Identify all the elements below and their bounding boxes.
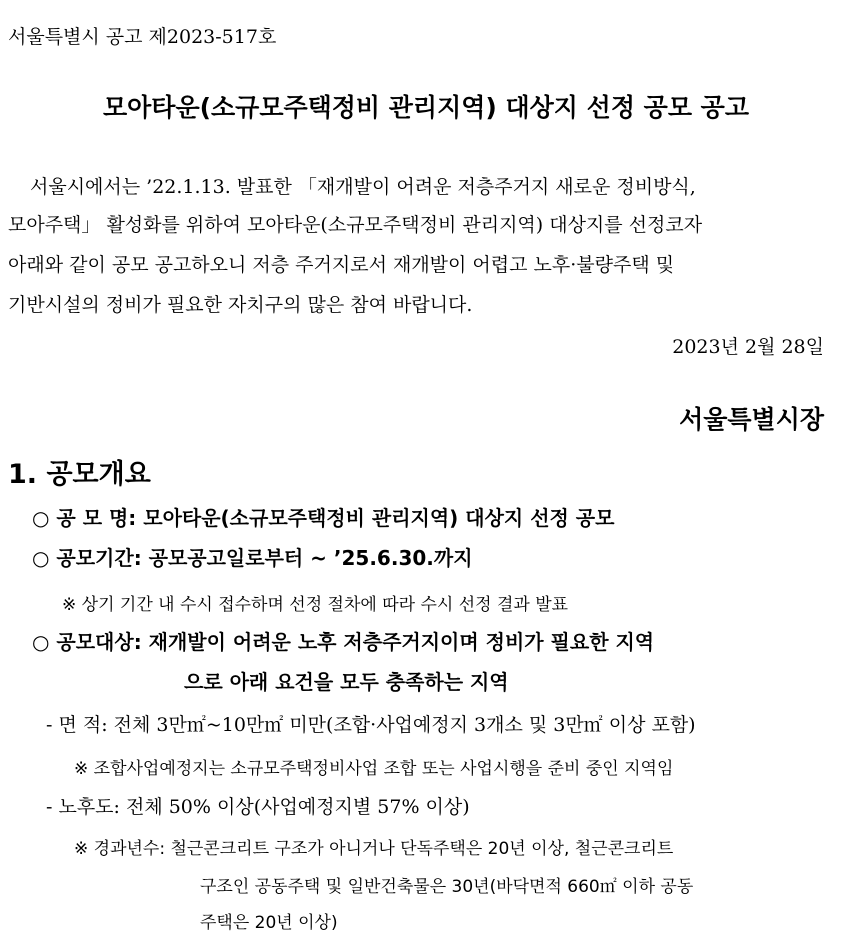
signer: 서울특별시장 [679,405,824,434]
body-line-1: 서울시에서는 ’22.1.13. 발표한 「재개발이 어려운 저층주거지 새로운 정비방식, [30,176,696,198]
notice-number: 서울특별시 공고 제2023-517호 [8,26,277,48]
aging-note-3: 주택은 20년 이상) [200,913,338,933]
body-line-3: 아래와 같이 공모 공고하오니 저층 주거지로서 재개발이 어렵고 노후·불량주택 및 [8,254,675,276]
aging-note-2: 구조인 공동주택 및 일반건축물은 30년(바닥면적 660㎡ 이하 공동 [200,877,694,897]
section-heading: 1. 공모개요 [8,459,151,490]
body-line-4: 기반시설의 정비가 필요한 자치구의 많은 참여 바랍니다. [8,294,473,316]
area-note: ※ 조합사업예정지는 소규모주택정비사업 조합 또는 사업시행을 준비 중인 지역임 [74,759,674,779]
body-line-2: 모아주택」 활성화를 위하여 모아타운(소규모주택정비 관리지역) 대상지를 선정코자 [8,214,703,236]
contest-name: ○ 공 모 명: 모아타운(소규모주택정비 관리지역) 대상지 선정 공모 [32,506,615,530]
contest-target: ○ 공모대상: 재개발이 어려운 노후 저층주거지이며 정비가 필요한 지역 [32,630,655,654]
period-note: ※ 상기 기간 내 수시 접수하며 선정 절차에 따라 수시 선정 결과 발표 [62,595,569,615]
announcement-date: 2023년 2월 28일 [672,336,824,358]
contest-period: ○ 공모기간: 공모공고일로부터 ~ ’25.6.30.까지 [32,546,473,570]
contest-target-cont: 으로 아래 요건을 모두 충족하는 지역 [184,670,509,694]
page-title: 모아타운(소규모주택정비 관리지역) 대상지 선정 공모 공고 [103,93,749,122]
aging-requirement: - 노후도: 전체 50% 이상(사업예정지별 57% 이상) [46,796,470,818]
aging-note-1: ※ 경과년수: 철근콘크리트 구조가 아니거나 단독주택은 20년 이상, 철근콘크리트 [74,839,674,859]
area-requirement: - 면 적: 전체 3만㎡~10만㎡ 미만(조합·사업예정지 3개소 및 3만㎡ 이상 포함) [46,714,696,736]
